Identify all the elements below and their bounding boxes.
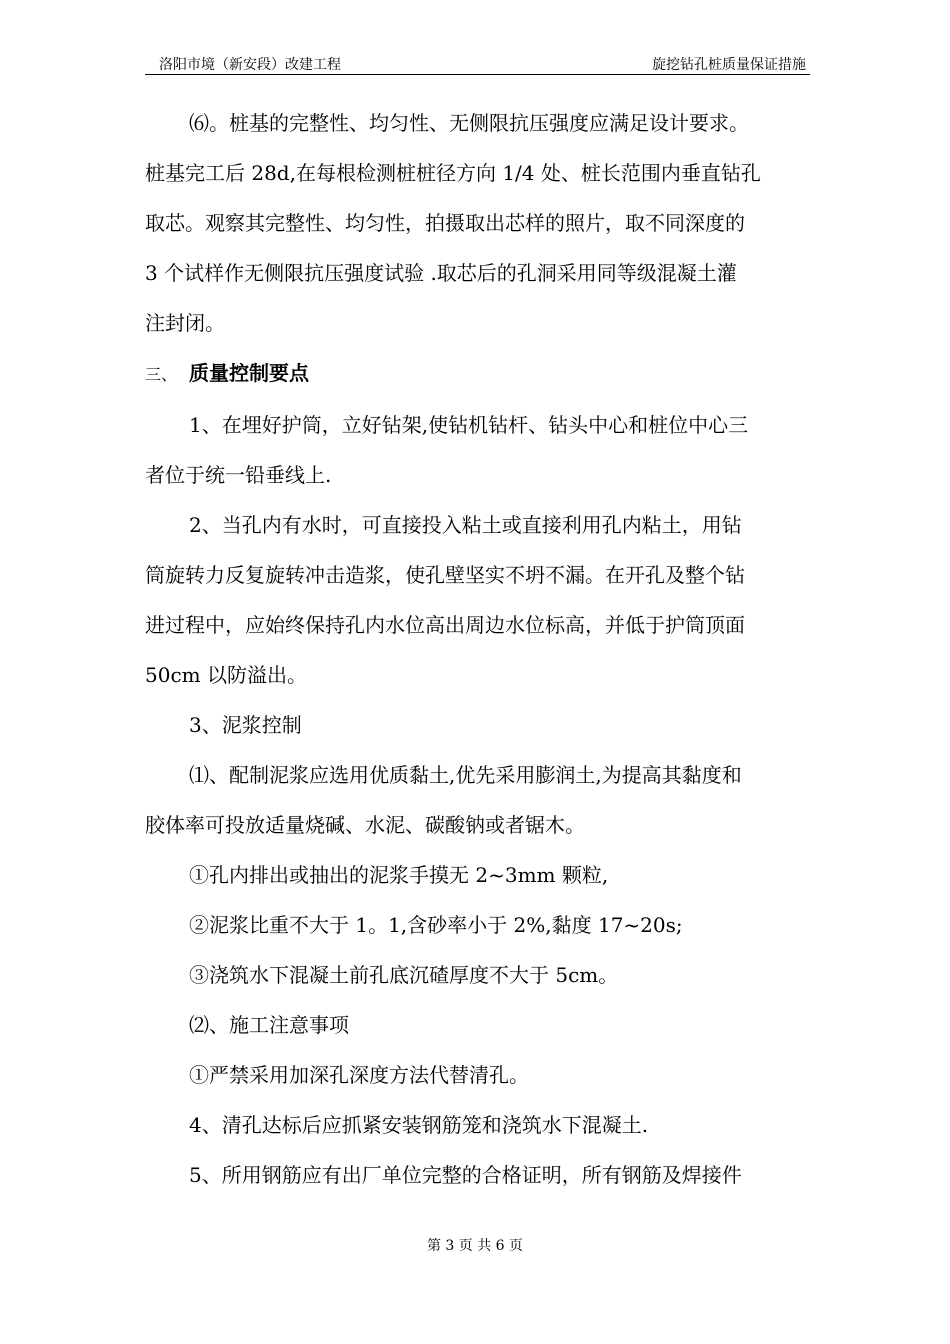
paragraph-line: 4、清孔达标后应抓紧安装钢筋笼和浇筑水下混凝土. — [189, 1113, 649, 1137]
section-number: 三、 — [145, 365, 178, 384]
paragraph-line: ⑵、施工注意事项 — [189, 1013, 349, 1037]
paragraph-line: 取芯。观察其完整性、均匀性，拍摄取出芯样的照片，取不同深度的 — [145, 211, 745, 235]
paragraph-line: 胶体率可投放适量烧碱、水泥、碳酸钠或者锯木。 — [145, 813, 585, 837]
paragraph-line: 5、所用钢筋应有出厂单位完整的合格证明，所有钢筋及焊接件 — [189, 1163, 742, 1187]
page-footer: 第 3 页 共 6 页 — [426, 1238, 524, 1254]
paragraph-line: 进过程中，应始终保持孔内水位高出周边水位标高，并低于护筒顶面 — [145, 613, 745, 637]
section-heading — [145, 348, 813, 400]
paragraph-line: ②泥浆比重不大于 1。1,含砂率小于 2%,黏度 17~20s; — [189, 913, 683, 937]
paragraph-line: ⑹。桩基的完整性、均匀性、无侧限抗压强度应满足设计要求。 — [189, 111, 749, 135]
header-project-name: 洛阳市境（新安段）改建工程 — [159, 57, 341, 73]
paragraph-line: ①孔内排出或抽出的泥浆手摸无 2~3mm 颗粒, — [189, 863, 609, 887]
paragraph-line: 2、当孔内有水时，可直接投入粘土或直接利用孔内粘土，用钻 — [189, 513, 742, 537]
document-body — [145, 98, 813, 1200]
paragraph-line: 3 个试样作无侧限抗压强度试验 .取芯后的孔洞采用同等级混凝土灌 — [145, 261, 737, 285]
page-header — [145, 52, 810, 75]
paragraph-line: 筒旋转力反复旋转冲击造浆，使孔壁坚实不坍不漏。在开孔及整个钻 — [145, 563, 745, 587]
paragraph-line: 1、在埋好护筒，立好钻架,使钻机钻杆、钻头中心和桩位中心三 — [189, 413, 749, 437]
paragraph-line: 桩基完工后 28d,在每根检测桩桩径方向 1/4 处、桩长范围内垂直钻孔 — [145, 161, 761, 185]
paragraph-line: ⑴、配制泥浆应选用优质黏土,优先采用膨润土,为提高其黏度和 — [189, 763, 742, 787]
paragraph-line: ①严禁采用加深孔深度方法代替清孔。 — [189, 1063, 529, 1087]
paragraph-line: 注封闭。 — [145, 311, 225, 335]
section-title: 质量控制要点 — [189, 361, 309, 385]
header-document-title: 旋挖钻孔桩质量保证措施 — [652, 57, 806, 73]
paragraph-line: 50cm 以防溢出。 — [145, 663, 307, 687]
paragraph-line: ③浇筑水下混凝土前孔底沉碴厚度不大于 5cm。 — [189, 963, 619, 987]
paragraph-line: 者位于统一铅垂线上. — [145, 463, 332, 487]
paragraph-line: 3、泥浆控制 — [189, 713, 302, 737]
